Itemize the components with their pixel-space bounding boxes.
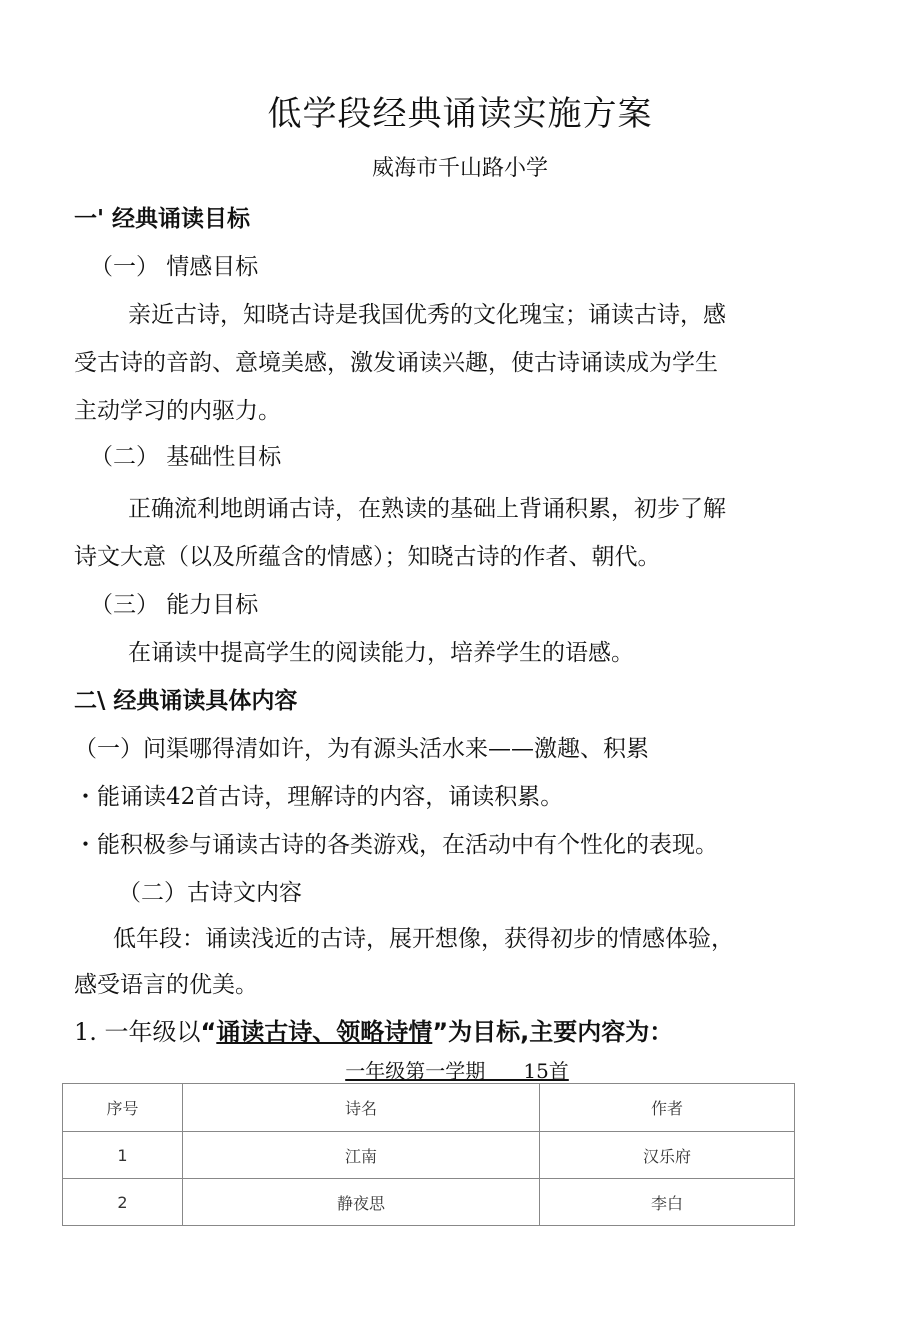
paragraph-line: 诗文大意（以及所蕴含的情感）；知晓古诗的作者、朝代。: [74, 544, 661, 570]
table-cell: 静夜思: [183, 1179, 540, 1226]
paragraph-line: 主动学习的内驱力。: [74, 398, 281, 424]
table-row: [63, 1179, 795, 1226]
table-cell: 2: [63, 1179, 183, 1226]
section2-sub1-heading: （一）问渠哪得清如许，为有源头活水来——激趣、积累: [74, 736, 649, 762]
table-header-row: [63, 1084, 795, 1132]
section1-heading: 一' 经典诵读目标: [74, 206, 251, 232]
paragraph-line: 低年段：诵读浅近的古诗，展开想像，获得初步的情感体验，: [113, 926, 734, 952]
table-row: [63, 1132, 795, 1179]
school-name: 威海市千山路小学: [371, 156, 548, 181]
table-cell: 江南: [183, 1132, 540, 1179]
section2-sub2-heading: （二）古诗文内容: [118, 880, 302, 906]
grade1-suffix: 为目标,主要内容为：: [448, 1018, 674, 1046]
table-cell: 汉乐府: [540, 1132, 795, 1179]
column-header: 作者: [540, 1084, 795, 1132]
bullet-item: ・能诵读42首古诗，理解诗的内容，诵读积累。: [74, 784, 564, 810]
document-title: 低学段经典诵读实施方案: [267, 94, 653, 134]
column-header: 诗名: [183, 1084, 540, 1132]
paragraph-line: 感受语言的优美。: [74, 972, 258, 998]
grade1-quote-close: ”: [432, 1018, 449, 1046]
table-caption: 一年级第一学期 15首: [345, 1059, 569, 1083]
section2-heading: 二\ 经典诵读具体内容: [74, 688, 298, 714]
poem-table: [62, 1083, 795, 1226]
paragraph-line: 正确流利地朗诵古诗，在熟读的基础上背诵积累，初步了解: [128, 496, 726, 522]
paragraph-line: 亲近古诗，知晓古诗是我国优秀的文化瑰宝；诵读古诗，感: [128, 302, 726, 328]
bullet-item: ・能积极参与诵读古诗的各类游戏，在活动中有个性化的表现。: [74, 832, 718, 858]
column-header: 序号: [63, 1084, 183, 1132]
grade1-goal: [74, 1012, 673, 1047]
section1-sub3-heading: （三） 能力目标: [90, 592, 259, 618]
section1-sub1-heading: （一） 情感目标: [90, 254, 259, 280]
grade1-theme: 诵读古诗、领略诗情: [216, 1018, 433, 1046]
table-cell: 李白: [540, 1179, 795, 1226]
table-cell: 1: [63, 1132, 183, 1179]
section1-sub2-heading: （二） 基础性目标: [90, 444, 282, 470]
grade1-quote-open: “: [200, 1018, 217, 1046]
paragraph-line: 在诵读中提高学生的阅读能力，培养学生的语感。: [128, 640, 634, 666]
paragraph-line: 受古诗的音韵、意境美感，激发诵读兴趣，使古诗诵读成为学生: [74, 350, 718, 376]
grade1-prefix: 1. 一年级以: [74, 1018, 201, 1046]
